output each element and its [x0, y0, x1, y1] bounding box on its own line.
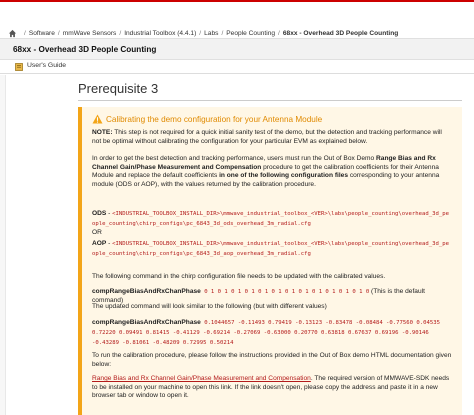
breadcrumb-separator: / — [119, 29, 122, 37]
callout-header — [92, 114, 322, 124]
breadcrumb-separator: / — [221, 29, 224, 37]
breadcrumb-people-counting[interactable]: People Counting — [226, 29, 276, 37]
default-command-values[interactable]: 0 1 0 1 0 1 0 1 0 1 0 1 0 1 0 1 0 1 0 1 0 1 0 1 0 — [200, 289, 370, 295]
default-command-note: (This is the default command) — [92, 288, 425, 304]
heading-divider — [78, 100, 462, 101]
book-icon — [15, 63, 23, 71]
note-text: This step is not required for a quick initial sanity test of the demo, but the detection and tracking performance will not be optimal without calibrating the configuration for your particular EVM as explained below. — [92, 129, 442, 145]
updated-command-values[interactable]: 0.1044657 -0.11493 0.79419 -0.13123 -0.83478 -0.08484 -0.77560 0.04535 0.72220 0.09491 0.81415 -0.41129 -0.69214 -0.27069 -0.63000 0.20770 0.63818 0.67637 0.69196 -0.90146 -0.43289 -0.81061 -0.48209 0.72995 0.50214 — [92, 320, 440, 346]
updated-command-label: compRangeBiasAndRxChanPhase — [92, 319, 201, 326]
header-accent-line — [0, 0, 474, 2]
aop-label: AOP — [92, 240, 107, 247]
page-title-bar — [0, 38, 474, 60]
update-command-paragraph: The following command in the chirp configuration file needs to be updated with the calibrated values. — [92, 273, 386, 280]
top-header — [0, 0, 474, 24]
default-command-label: compRangeBiasAndRxChanPhase — [92, 288, 201, 295]
calibration-doc-link[interactable]: Range Bias and Rx Channel Gain/Phase Measurement and Compensation — [92, 375, 311, 382]
guide-bar — [0, 60, 474, 74]
breadcrumb-separator: / — [278, 29, 280, 37]
breadcrumb-software[interactable]: Software — [28, 29, 55, 37]
updated-command-block — [92, 318, 452, 348]
home-icon[interactable] — [8, 29, 17, 38]
breadcrumb-separator: / — [57, 29, 60, 37]
p1-bold-config: in one of the following configuration files — [219, 172, 349, 180]
breadcrumb-industrial-toolbox[interactable]: Industrial Toolbox (4.4.1) — [124, 29, 197, 37]
breadcrumb-separator: / — [24, 29, 26, 37]
p1-bold-procedure: Range Bias and Rx Channel Gain/Phase Measurement and Compensation — [92, 155, 436, 171]
section-heading: Prerequisite 3 — [78, 81, 159, 96]
breadcrumb-current: 68xx - Overhead 3D People Counting — [282, 29, 399, 37]
breadcrumb-separator: / — [199, 29, 202, 37]
warning-callout — [78, 107, 462, 415]
or-text: OR — [92, 229, 102, 236]
sdk-note-text: . The required version of MMWAVE-SDK needs to be installed on your machine to open this link. If the link doesn't open, please copy the address and paste it in a new browser tab or window to open it. — [92, 375, 450, 400]
aop-path-block — [92, 239, 452, 259]
p1-text-c: procedure to get the calibration coefficients for their Antenna Module and replace the default coefficients — [92, 163, 439, 180]
sidebar-collapsed[interactable] — [0, 75, 6, 415]
aop-separator: - — [106, 240, 113, 247]
p1-text-d: corresponding to your antenna module (ODS or AOP), with the values returned by the calibration procedure. — [92, 172, 440, 188]
breadcrumb-mmwave-sensors[interactable]: mmWave Sensors — [62, 29, 117, 37]
callout-title: Calibrating the demo configuration for your Antenna Module — [106, 114, 323, 124]
aop-config-path[interactable]: <INDUSTRIAL_TOOLBOX_INSTALL_DIR>\mmwave_industrial_toolbox_<VER>\labs\people_counting\overhead_3d_people_counting\chirp_configs\pc_6843_3d_aop_overhead_3m_radial.cfg — [92, 241, 449, 257]
p1-text-a: In order to get the best detection and tracking performance, users must run the Out of Box Demo — [92, 155, 377, 162]
users-guide-link[interactable]: User's Guide — [27, 62, 67, 69]
updated-command-paragraph: The updated command will look similar to the following (but with different values) — [92, 303, 327, 310]
ods-config-path[interactable]: <INDUSTRIAL_TOOLBOX_INSTALL_DIR>\mmwave_industrial_toolbox_<VER>\labs\people_counting\overhead_3d_people_counting\chirp_configs\pc_6843_3d_ods_overhead_3m_radial.cfg — [92, 211, 449, 227]
warning-icon — [92, 114, 103, 124]
run-calibration-paragraph: To run the calibration procedure, please follow the instructions provided in the Out of Box demo HTML documentation given below: — [92, 352, 452, 368]
ods-label: ODS — [92, 210, 107, 217]
calibration-link-paragraph — [92, 375, 452, 401]
breadcrumb-labs[interactable]: Labs — [204, 29, 219, 37]
ods-separator: - — [106, 210, 113, 217]
ods-path-block — [92, 209, 452, 229]
note-paragraph — [92, 129, 452, 146]
note-label: NOTE: — [92, 129, 113, 136]
page-title: 68xx - Overhead 3D People Counting — [13, 45, 157, 54]
instructions-paragraph — [92, 155, 452, 189]
